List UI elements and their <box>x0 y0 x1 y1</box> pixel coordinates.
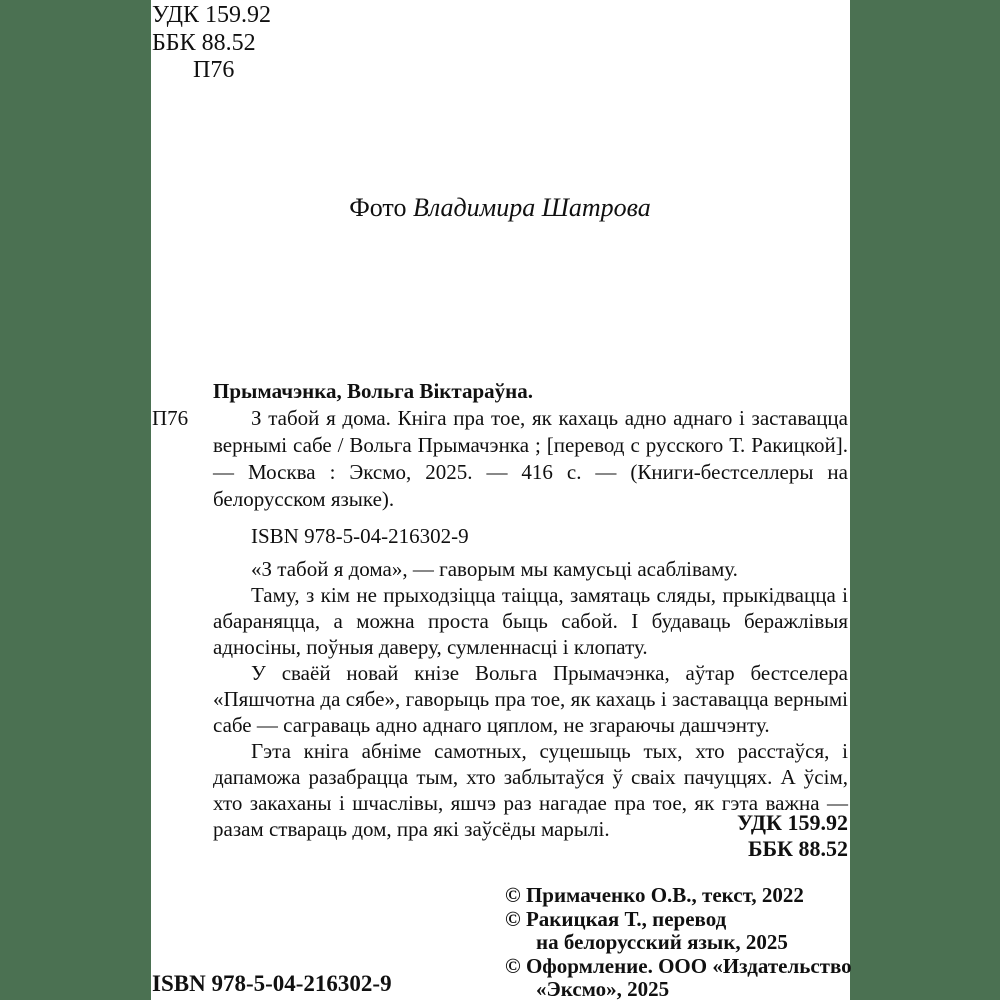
top-classification-block <box>152 2 848 85</box>
catalog-card <box>152 378 848 550</box>
udc-index-bottom: УДК 159.92 <box>736 810 848 835</box>
left-green-margin-band <box>0 0 151 1000</box>
right-green-margin-band <box>850 0 1000 1000</box>
udc-index: УДК 159.92 <box>152 2 271 28</box>
photo-credit-label: Фото <box>349 193 407 222</box>
bbk-index-bottom: ББК 88.52 <box>747 836 848 861</box>
photographer-name: Владимира Шатрова <box>412 193 651 222</box>
isbn-line: ISBN 978-5-04-216302-9 <box>251 524 469 548</box>
catalog-author-sign: П76 <box>152 406 189 430</box>
copyright-entry: © Примаченко О.В., текст, 2022 <box>505 883 804 907</box>
bbk-index: ББК 88.52 <box>152 29 256 56</box>
annotation-paragraph: У сваёй новай кнізе Вольга Прымачэнка, аўтар бестселера «Пяшчотна да сябе», гаворыць пра тое, як кахаць і заставацца вернымі сабе — саграваць адно аднаго цяплом, не згараючы дашчэнту. <box>213 661 848 737</box>
bottom-classification-block <box>152 810 848 862</box>
photo-credit <box>152 193 848 223</box>
author-heading: Прымачэнка, Вольга Віктараўна. <box>213 379 533 403</box>
annotation-paragraph: Таму, з кім не прыходзіцца таіцца, замятаць сляды, прыкідвацца і абараняцца, а можна проста быць сабой. І будаваць беражлівыя адносіны, поўныя даверу, сумленнасці і клопату. <box>213 583 848 659</box>
annotation-paragraph: «З табой я дома», — гаворым мы камусьці асабліваму. <box>251 557 738 581</box>
annotation-paragraph: Гэта кніга абніме самотных, суцешыць тых, хто расстаўся, і дапаможа разабрацца тым, хто заблытаўся ў сваіх пачуццях. А ўсім, хто закаханы і шчаслівы, яшчэ раз нагадае пра тое, як гэта важна — разам ствараць дом, пра які заўсёды марылі. <box>213 739 848 841</box>
copyright-entry-continuation: «Эксмо», 2025 <box>536 977 670 1000</box>
catalog-card-body <box>213 378 848 550</box>
annotation-block <box>213 556 848 842</box>
copyright-entry: © Оформление. ООО «Издательство <box>505 953 852 978</box>
copyright-entry: © Ракицкая Т., перевод <box>505 906 727 931</box>
bibliographic-description: З табой я дома. Кніга пра тое, як кахаць адно аднаго і заставацца вернымі сабе / Вольга Прымачэнка ; [перевод с русского Т. Ракицкой]. — Москва : Эксмо, 2025. — 416 с. — (Книги-бестселлеры на белорусском языке). <box>213 406 848 511</box>
author-sign: П76 <box>193 57 235 83</box>
copyright-entry-continuation: на белорусский язык, 2025 <box>536 930 788 954</box>
bottom-isbn: ISBN 978-5-04-216302-9 <box>152 971 392 996</box>
